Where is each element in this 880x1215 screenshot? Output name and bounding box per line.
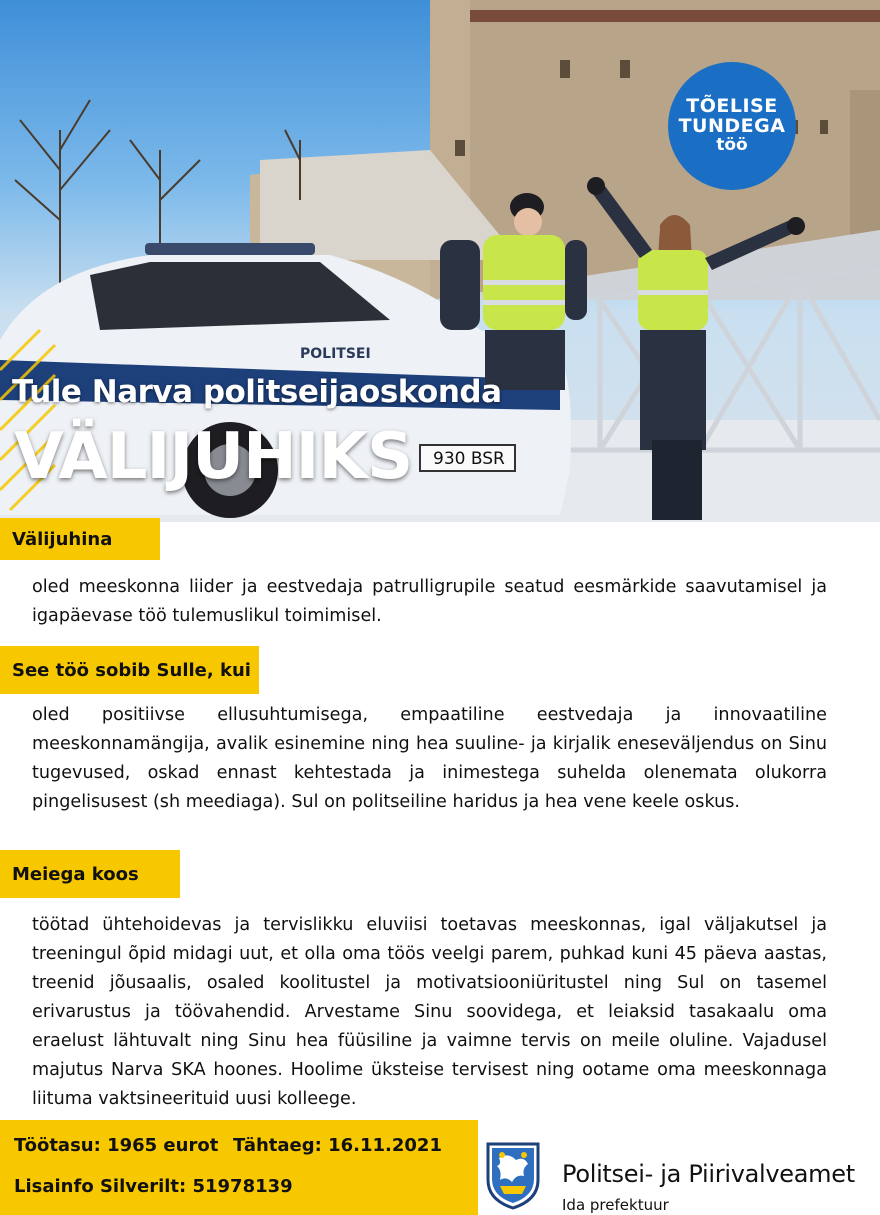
salary-text: Töötasu: 1965 eurot	[14, 1135, 219, 1156]
license-plate: 930 BSR	[433, 449, 505, 469]
hero-title: VÄLIJUHIKS	[14, 420, 413, 494]
badge-line-1: TÕELISE	[686, 95, 778, 118]
badge-line-3: töö	[716, 135, 748, 156]
organization-unit: Ida prefektuur	[562, 1196, 669, 1214]
organization-name: Politsei- ja Piirivalveamet	[562, 1160, 855, 1188]
section-label-sobib: See töö sobib Sulle, kui	[0, 646, 259, 694]
slogan-badge	[668, 62, 796, 190]
hero-subtitle: Tule Narva politseijaoskonda	[12, 374, 502, 410]
contact-text: Lisainfo Silverilt: 51978139	[14, 1176, 293, 1197]
section-text-sobib: oled positiivse ellusuhtumisega, empaatiline eestvedaja ja innovaatiline meeskonnamängija, avalik esinemine ning hea suuline- ja kirjalik eneseväljendus on Sinu tugevused, oskad ennast kehtestada ja inimestega suhelda olenemata olukorra pingelisusest (sh meediaga). Sul on politseiline haridus ja hea vene keele oskus.	[32, 705, 827, 812]
section-text-meiega: töötad ühtehoidevas ja tervislikku eluviisi toetavas meeskonnas, igal väljakutsel ja treeningul õpid midagi uut, et olla oma töös veelgi parem, puhkad kuni 45 päeva aastas, treenid jõusaalis, osaled koolitustel ja motivatsiooniüritustel ning Sul on tasemel erivarustus ja töövahendid. Arvestame Sinu soovidega, et leiaksid tasakaalu oma eraelust lähtuvalt ning Sinu hea füüsiline ja vaimne tervis on meile oluline. Vajadusel majutus Narva SKA hoones. Hoolime üksteise tervisest ning ootame oma meeskonnaga liituma vaktsineerituid uusi kolleege.	[32, 915, 827, 1109]
section-label-meiega: Meiega koos	[0, 850, 180, 898]
badge-line-2: TUNDEGA	[678, 115, 786, 138]
deadline-text: Tähtaeg: 16.11.2021	[233, 1135, 442, 1156]
hero-image	[0, 0, 880, 522]
car-police-text: POLITSEI	[300, 346, 371, 362]
section-text-valijuhina: oled meeskonna liider ja eestvedaja patrulligrupile seatud eesmärkide saavutamisel ja igapäevase töö tulemuslikul toimimisel.	[32, 577, 827, 626]
section-label-valijuhina: Välijuhina	[0, 518, 160, 560]
police-crest-icon	[486, 1142, 540, 1210]
